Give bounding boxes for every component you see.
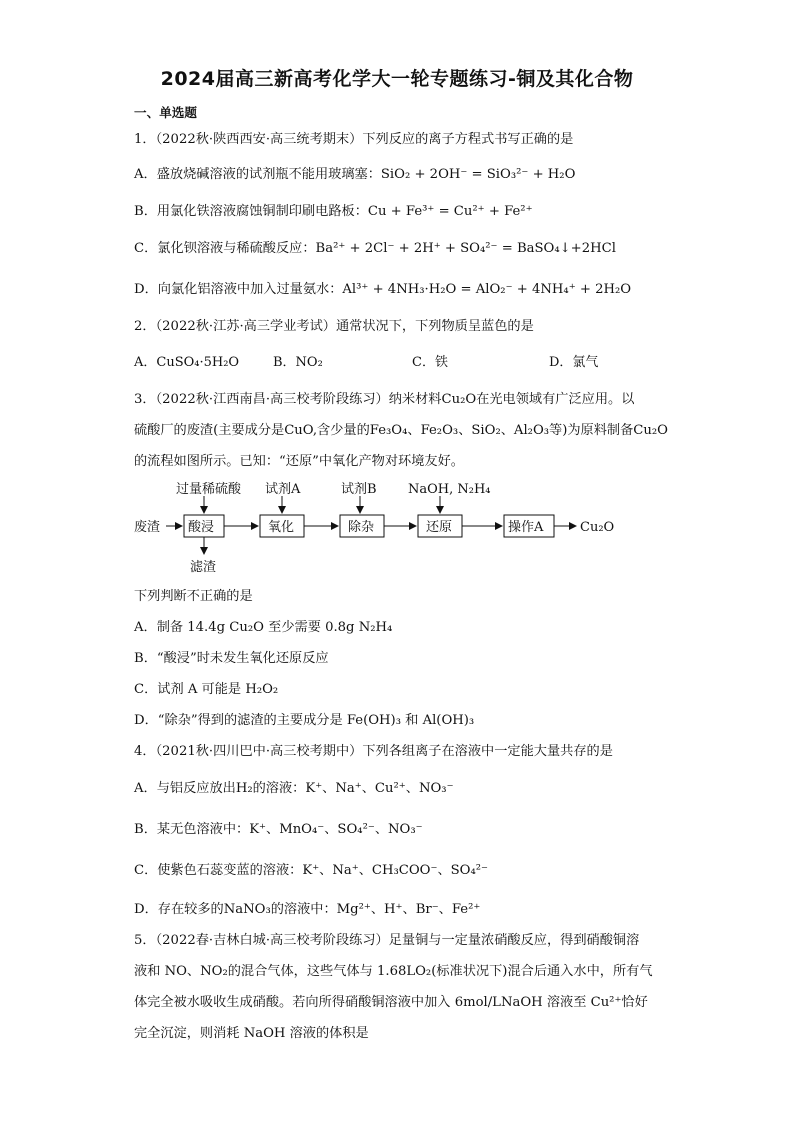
- process-flow-diagram: [130, 478, 650, 578]
- q1-option-a: A．盛放烧碱溶液的试剂瓶不能用玻璃塞：SiO₂ + 2OH⁻ = SiO₃²⁻ + H₂O: [134, 167, 576, 182]
- flow-reagent-label: 试剂A: [265, 482, 301, 497]
- flow-step-label: 操作A: [508, 520, 544, 535]
- section-heading: 一、单选题: [134, 105, 197, 120]
- q2-option-b: B．NO₂: [273, 355, 323, 370]
- q2-option-c: C．铁: [412, 355, 448, 370]
- flow-step-label: 还原: [426, 520, 453, 535]
- q1-stem: 1．（2022秋·陕西西安·高三统考期末）下列反应的离子方程式书写正确的是: [134, 132, 574, 147]
- flow-reagent-label: NaOH, N₂H₄: [408, 482, 491, 497]
- q5-stem-line4: 完全沉淀，则消耗 NaOH 溶液的体积是: [134, 1026, 369, 1041]
- flow-reagent-label: 过量稀硫酸: [176, 482, 242, 497]
- flow-step-label: 酸浸: [188, 520, 215, 535]
- q4-option-d: D．存在较多的NaNO₃的溶液中：Mg²⁺、H⁺、Br⁻、Fe²⁺: [134, 902, 481, 917]
- flow-input-label: 废渣: [134, 520, 161, 535]
- q3-stem-line3: 的流程如图所示。已知：“还原”中氧化产物对环境友好。: [134, 454, 464, 469]
- q1-option-c: C．氯化钡溶液与稀硫酸反应：Ba²⁺ + 2Cl⁻ + 2H⁺ + SO₄²⁻ = BaSO₄↓+2HCl: [134, 241, 616, 256]
- q5-stem-line2: 液和 NO、NO₂的混合气体，这些气体与 1.68LO₂(标准状况下)混合后通入水中，所有气: [134, 964, 653, 979]
- flow-step-label: 除杂: [348, 520, 375, 535]
- q3-option-d: D．“除杂”得到的滤渣的主要成分是 Fe(OH)₃ 和 Al(OH)₃: [134, 713, 475, 728]
- q2-option-a: A．CuSO₄·5H₂O: [134, 355, 240, 370]
- q3-option-c: C．试剂 A 可能是 H₂O₂: [134, 682, 279, 697]
- flow-product-label: Cu₂O: [580, 520, 615, 535]
- flow-step-label: 氧化: [268, 520, 295, 535]
- q4-stem: 4．（2021秋·四川巴中·高三校考期中）下列各组离子在溶液中一定能大量共存的是: [134, 744, 613, 759]
- q5-stem-line3: 体完全被水吸收生成硝酸。若向所得硝酸铜溶液中加入 6mol/LNaOH 溶液至 Cu²⁺恰好: [134, 995, 648, 1010]
- q3-stem-line1: 3．（2022秋·江西南昌·高三校考阶段练习）纳米材料Cu₂O在光电领域有广泛应用。以: [134, 392, 635, 407]
- q4-option-c: C．使紫色石蕊变蓝的溶液：K⁺、Na⁺、CH₃COO⁻、SO₄²⁻: [134, 863, 489, 878]
- page-title: 2024届高三新高考化学大一轮专题练习-铜及其化合物: [160, 68, 634, 90]
- q3-stem-line2: 硫酸厂的废渣(主要成分是CuO,含少量的Fe₃O₄、Fe₂O₃、SiO₂、Al₂O₃等)为原料制备Cu₂O: [134, 423, 668, 438]
- flow-reagent-label: 试剂B: [341, 482, 377, 497]
- q1-option-d: D．向氯化铝溶液中加入过量氨水：Al³⁺ + 4NH₃·H₂O = AlO₂⁻ + 4NH₄⁺ + 2H₂O: [134, 282, 632, 297]
- q4-option-a: A．与铝反应放出H₂的溶液：K⁺、Na⁺、Cu²⁺、NO₃⁻: [134, 781, 454, 796]
- q3-prompt: 下列判断不正确的是: [134, 589, 253, 604]
- q2-option-d: D．氯气: [549, 355, 599, 370]
- q3-option-a: A．制备 14.4g Cu₂O 至少需要 0.8g N₂H₄: [134, 620, 393, 635]
- flow-residue-label: 滤渣: [190, 560, 217, 575]
- q4-option-b: B．某无色溶液中：K⁺、MnO₄⁻、SO₄²⁻、NO₃⁻: [134, 822, 423, 837]
- q1-option-b: B．用氯化铁溶液腐蚀铜制印刷电路板：Cu + Fe³⁺ = Cu²⁺ + Fe²⁺: [134, 204, 533, 219]
- q5-stem-line1: 5．（2022春·吉林白城·高三校考阶段练习）足量铜与一定量浓硝酸反应，得到硝酸铜溶: [134, 933, 640, 948]
- q3-option-b: B．“酸浸”时未发生氧化还原反应: [134, 651, 329, 666]
- q2-stem: 2．（2022秋·江苏·高三学业考试）通常状况下，下列物质呈蓝色的是: [134, 319, 534, 334]
